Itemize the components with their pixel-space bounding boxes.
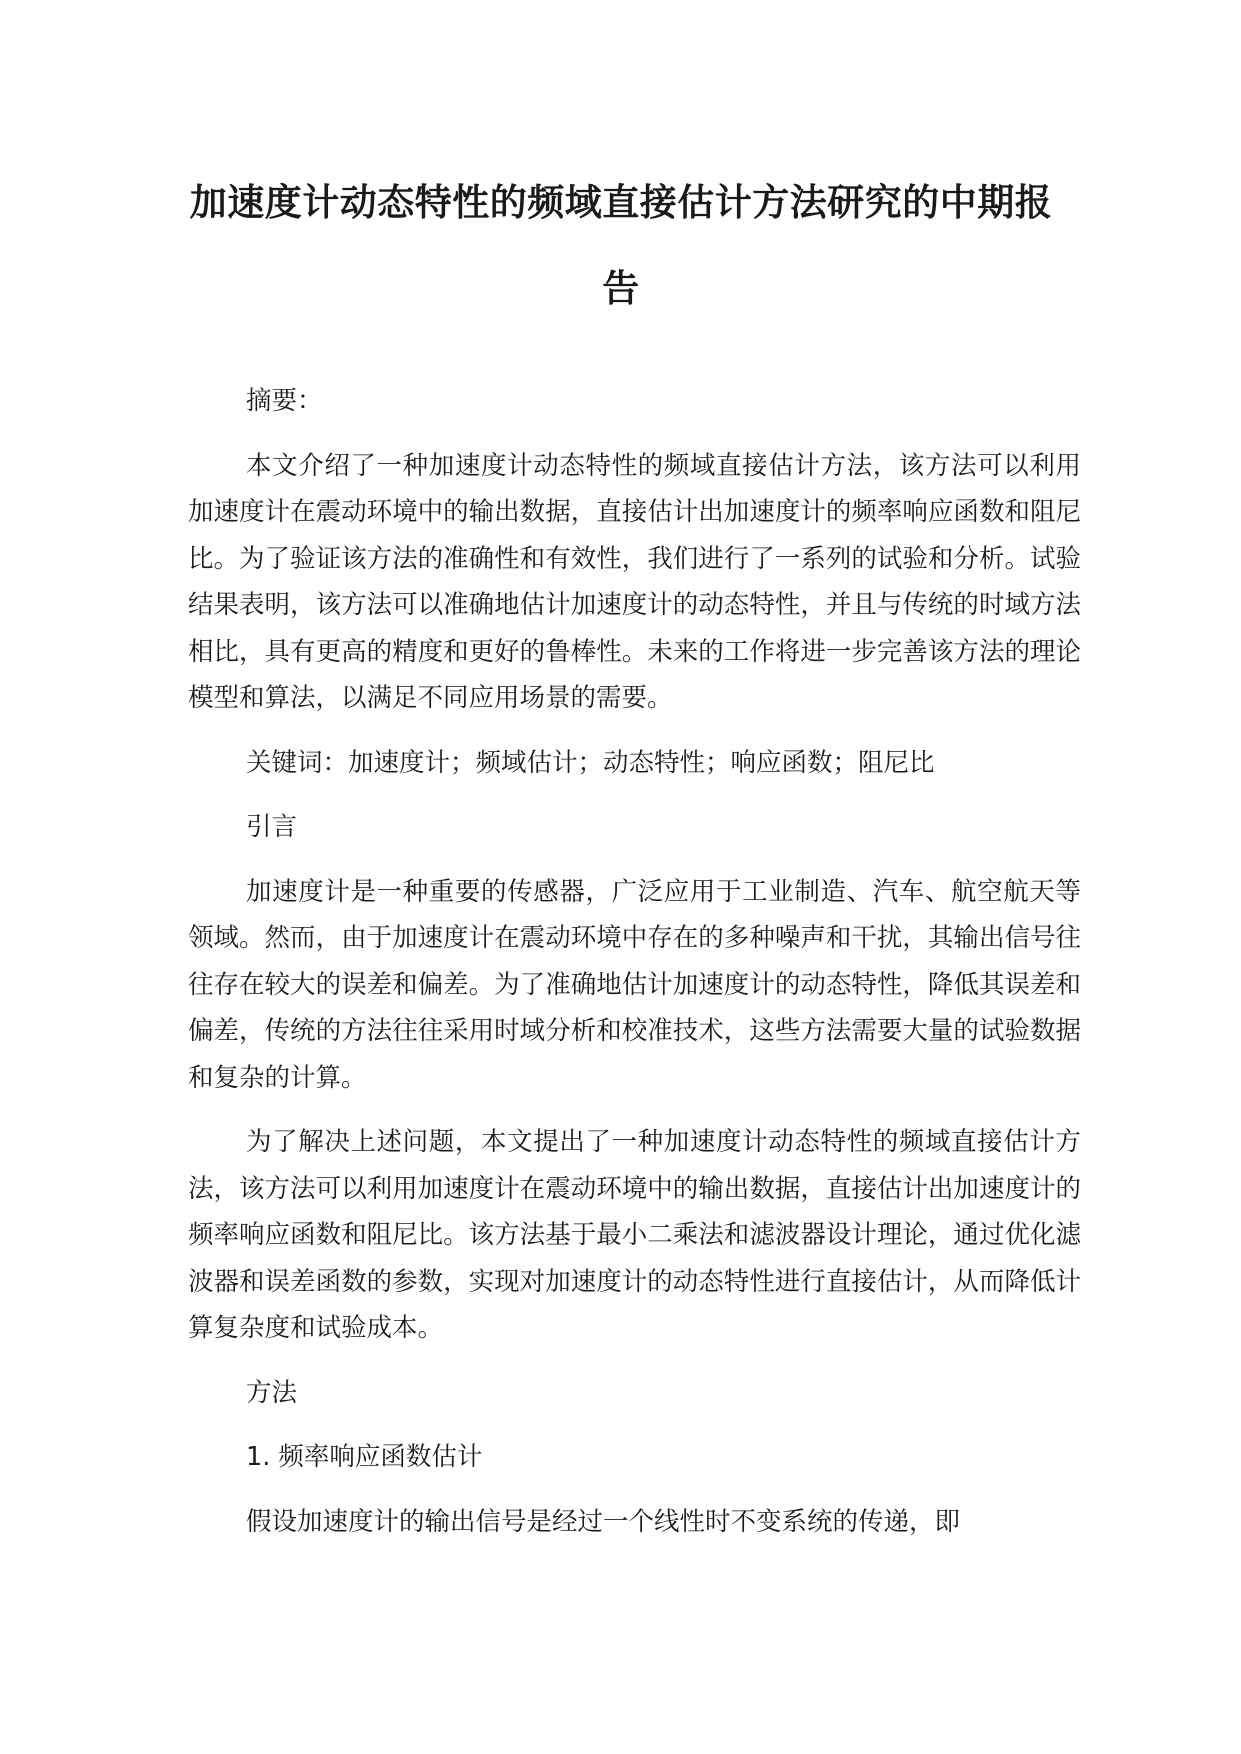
method-heading: 方法: [246, 1377, 298, 1408]
intro-heading: 引言: [246, 812, 298, 842]
keywords-line: 关键词：加速度计；频域估计；动态特性；响应函数；阻尼比: [246, 747, 935, 778]
intro-paragraph-1: 加速度计是一种重要的传感器，广泛应用于工业制造、汽车、航空航天等领域。然而，由于加速度计在震动环境中存在的多种噪声和干扰，其输出信号往往存在较大的误差和偏差。为了准确地估计加速度计的动态特性，降低其误差和偏差，传统的方法往往采用时域分析和校准技术，这些方法需要大量的试验数据和复杂的计算。: [188, 876, 1081, 1093]
method-subheading-1: 1. 频率响应函数估计: [246, 1442, 483, 1472]
abstract-heading: 摘要：: [246, 386, 323, 416]
method-paragraph-1: 假设加速度计的输出信号是经过一个线性时不变系统的传递，即: [246, 1506, 961, 1537]
document-body: [188, 378, 1081, 1563]
document-title: 加速度计动态特性的频域直接估计方法研究的中期报告: [189, 181, 1053, 310]
intro-paragraph-2: 为了解决上述问题，本文提出了一种加速度计动态特性的频域直接估计方法，该方法可以利用加速度计在震动环境中的输出数据，直接估计出加速度计的频率响应函数和阻尼比。该方法基于最小二乘法和滤波器设计理论，通过优化滤波器和误差函数的参数，实现对加速度计的动态特性进行直接估计，从而降低计算复杂度和试验成本。: [188, 1127, 1081, 1343]
abstract-paragraph: 本文介绍了一种加速度计动态特性的频域直接估计方法，该方法可以利用加速度计在震动环境中的输出数据，直接估计出加速度计的频率响应函数和阻尼比。为了验证该方法的准确性和有效性，我们进行了一系列的试验和分析。试验结果表明，该方法可以准确地估计加速度计的动态特性，并且与传统的时域方法相比，具有更高的精度和更好的鲁棒性。未来的工作将进一步完善该方法的理论模型和算法，以满足不同应用场景的需要。: [188, 450, 1081, 713]
